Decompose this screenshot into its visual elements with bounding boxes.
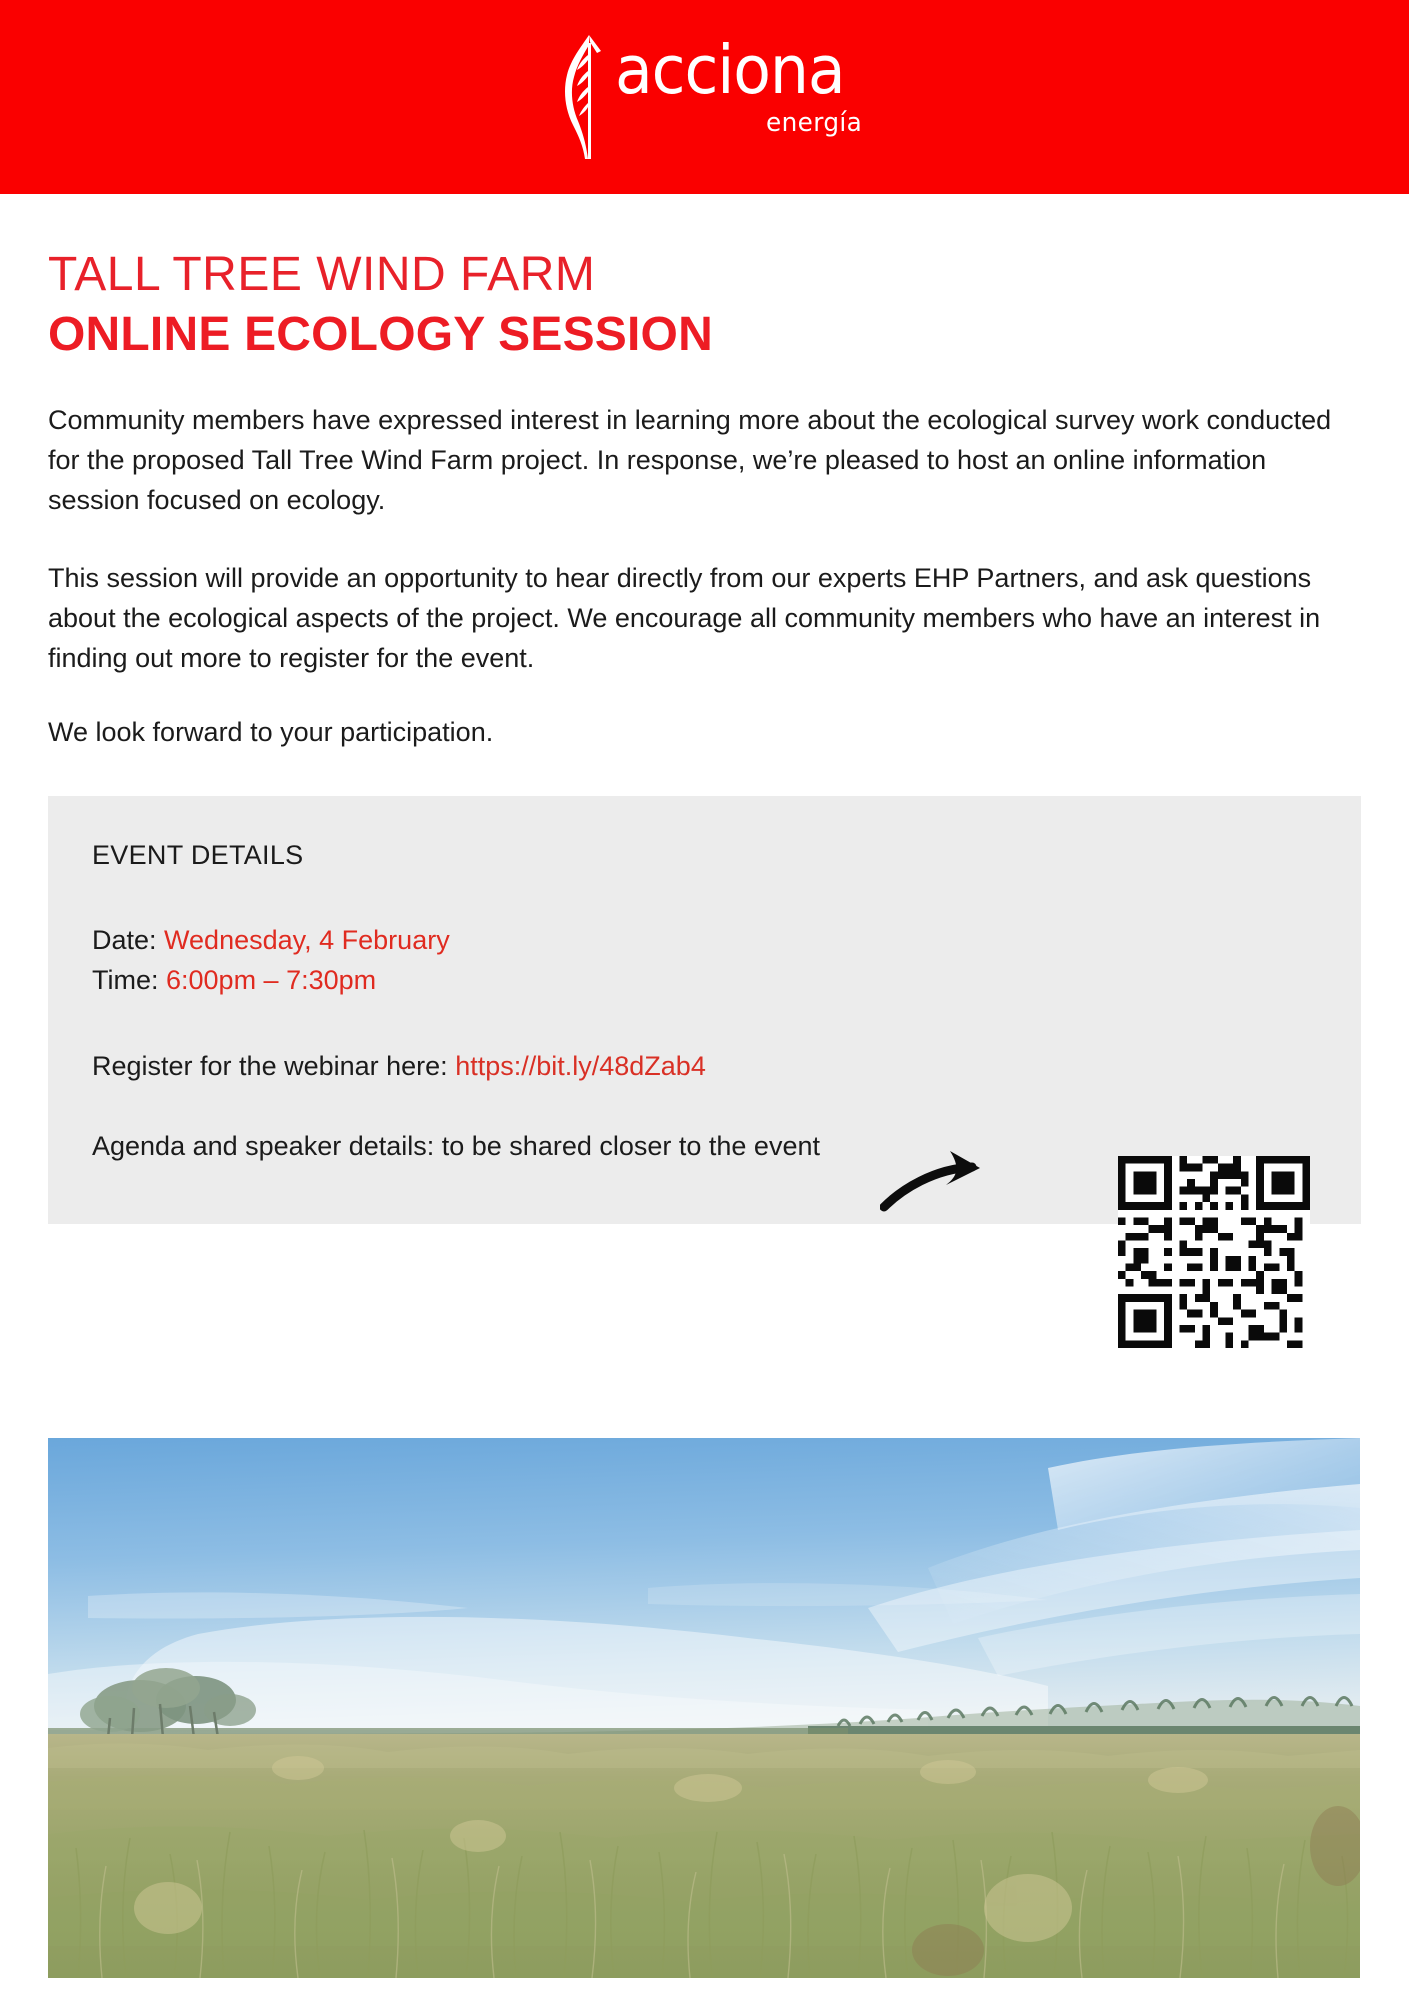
event-time-value: 6:00pm – 7:30pm bbox=[166, 965, 377, 995]
closing-paragraph: We look forward to your participation. bbox=[48, 717, 494, 747]
event-time-row bbox=[92, 960, 1317, 1000]
grassland-photo bbox=[48, 1438, 1360, 1978]
event-time-label: Time: bbox=[92, 965, 166, 995]
page-title-event: ONLINE ECOLOGY SESSION bbox=[48, 308, 713, 361]
document-body bbox=[0, 246, 1409, 1224]
qr-code-icon[interactable] bbox=[1118, 1156, 1310, 1348]
event-agenda-row: Agenda and speaker details: to be shared closer to the event bbox=[92, 1131, 820, 1161]
acciona-leaf-logo-icon bbox=[557, 33, 613, 161]
acciona-logo bbox=[557, 33, 864, 161]
register-link[interactable]: https://bit.ly/48dZab4 bbox=[455, 1051, 706, 1081]
brand-name: acciona bbox=[614, 31, 845, 109]
brand-subtitle: energía bbox=[766, 108, 863, 138]
event-register-row bbox=[92, 1046, 1317, 1086]
curved-arrow-right-icon bbox=[880, 1145, 1020, 1215]
event-details-heading: EVENT DETAILS bbox=[92, 840, 304, 870]
event-date-value: Wednesday, 4 February bbox=[164, 925, 450, 955]
register-label: Register for the webinar here: bbox=[92, 1051, 456, 1081]
intro-paragraph: Community members have expressed interest in learning more about the ecological survey work conducted for the proposed Tall Tree Wind Farm project. In response, we’re pleased to host an online information session focused on ecology. bbox=[48, 405, 1332, 515]
session-paragraph: This session will provide an opportunity to hear directly from our experts EHP Partners, and ask questions about the ecological aspects of the project. We encourage all community members who have an interest in finding out more to register for the event. bbox=[48, 563, 1321, 673]
page-title-project: TALL TREE WIND FARM bbox=[48, 248, 596, 301]
brand-header-band bbox=[0, 0, 1409, 194]
event-date-label: Date: bbox=[92, 925, 165, 955]
event-date-row bbox=[92, 920, 1317, 960]
